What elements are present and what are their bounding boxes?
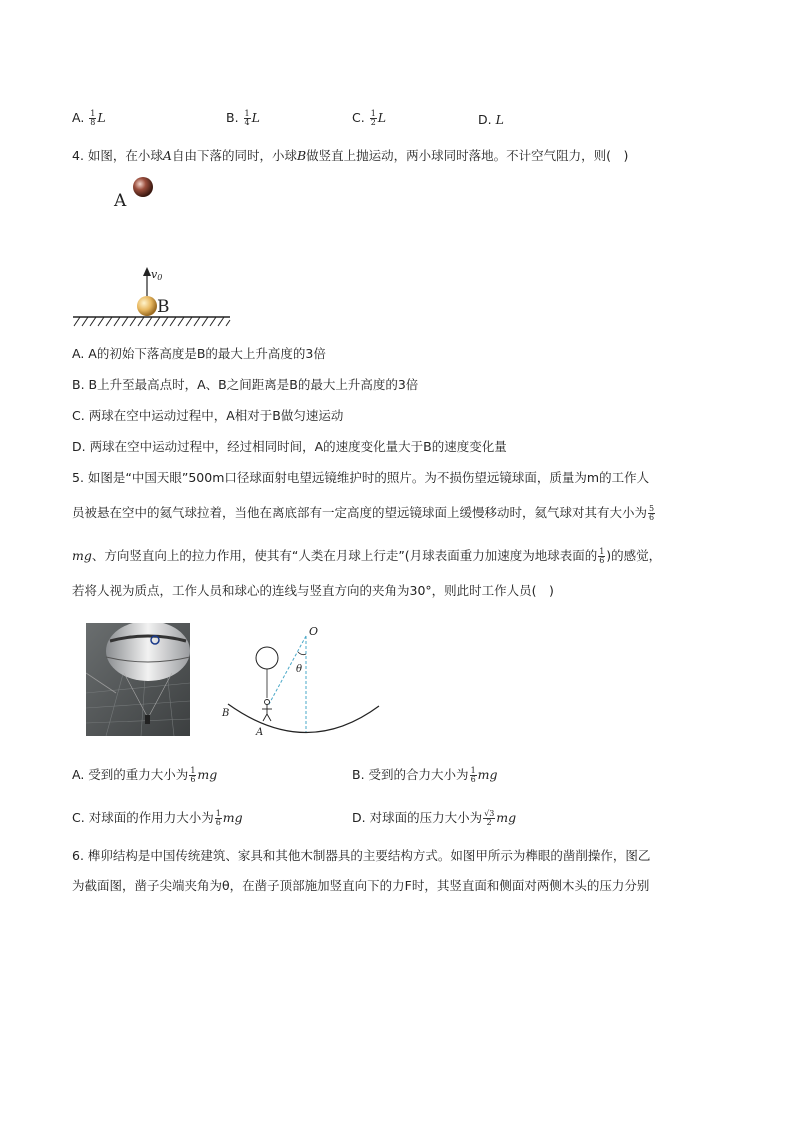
v0-label: v0 <box>151 268 163 282</box>
fast-telescope-photo <box>86 623 190 736</box>
spherical-surface <box>228 704 379 733</box>
q4-option-d: D. 两球在空中运动过程中，经过相同时间，A的速度变化量大于B的速度变化量 <box>72 439 507 454</box>
q3-option-d: D. L <box>478 112 504 127</box>
fraction: $\frac{1}{6}$ <box>190 766 196 784</box>
arrow-head-icon <box>143 267 151 276</box>
ball-b <box>137 296 157 316</box>
fraction: $\frac{5}{6}$ <box>649 504 655 522</box>
ball-a <box>133 177 153 197</box>
q5-stem-line1: 5. 如图是“中国天眼”500m口径球面射电望远镜维护时的照片。为不损伤望远镜球面，质量为m的工作人 <box>72 470 650 485</box>
q5-option-c: C. 对球面的作用力大小为 $\frac{1}{6}$ mg <box>72 809 243 827</box>
balloon-circle <box>256 647 278 669</box>
fraction: $\frac{1}{4}$ <box>244 109 250 127</box>
q4-option-c: C. 两球在空中运动过程中，A相对于B做匀速运动 <box>72 408 344 423</box>
point-a-label: A <box>256 727 264 738</box>
fraction: $\frac{√3}{2}$ <box>484 809 495 827</box>
fraction: $\frac{1}{2}$ <box>370 109 376 127</box>
q3-option-b: B. $\frac{1}{4}$ L <box>226 109 260 127</box>
point-b-label: B <box>222 708 230 719</box>
fraction: $\frac{1}{8}$ <box>90 109 96 127</box>
q5-diagram <box>218 622 384 740</box>
q5-stem-line3: mg、方向竖直向上的拉力作用，使其有“人类在月球上行走”(月球表面重力加速度为地球表面的 $\frac{1}{6}$ )的感觉， <box>72 547 662 565</box>
q6-stem-line2: 为截面图，凿子尖端夹角为θ，在凿子顶部施加竖直向下的力F时，其竖直面和侧面对两侧木头的压力分别 <box>72 878 650 893</box>
q6-stem-line1: 6. 榫卯结构是中国传统建筑、家具和其他木制器具的主要结构方式。如图甲所示为榫眼的凿削操作，图乙 <box>72 848 651 863</box>
q4-figure <box>66 170 246 330</box>
q4-option-a: A. A的初始下落高度是B的最大上升高度的3倍 <box>72 346 326 361</box>
theta-label: θ <box>296 664 303 675</box>
fraction: $\frac{1}{6}$ <box>215 809 221 827</box>
q5-option-b: B. 受到的合力大小为 $\frac{1}{6}$ mg <box>352 766 498 784</box>
q5-stem-line4: 若将人视为质点，工作人员和球心的连线与竖直方向的夹角为30°，则此时工作人员( ) <box>72 583 554 598</box>
q5-option-a: A. 受到的重力大小为 $\frac{1}{6}$ mg <box>72 766 218 784</box>
q3-option-c: C. $\frac{1}{2}$ L <box>352 109 387 127</box>
q5-stem-line2: 员被悬在空中的氦气球拉着，当他在离底部有一定高度的望远镜球面上缓慢移动时，氦气球对其有大小为 $\frac{5}{6}$ <box>72 504 655 522</box>
q4-option-b: B. B上升至最高点时，A、B之间距离是B的最大上升高度的3倍 <box>72 377 419 392</box>
q5-option-d: D. 对球面的压力大小为 $\frac{√3}{2}$ mg <box>352 809 517 827</box>
q3-option-a: A. $\frac{1}{8}$ L <box>72 109 106 127</box>
point-o-label: O <box>309 625 319 638</box>
balloon <box>106 623 190 681</box>
q4-stem: 4. 如图，在小球A自由下落的同时，小球B做竖直上抛运动，两小球同时落地。不计空气阻力，则( ) <box>72 148 629 163</box>
fraction: $\frac{1}{6}$ <box>599 547 605 565</box>
stick-figure-icon <box>262 700 272 722</box>
ball-a-label: A <box>114 191 127 211</box>
ball-b-label: B <box>157 297 170 317</box>
ground-hatch <box>74 317 230 326</box>
fraction: $\frac{1}{6}$ <box>470 766 476 784</box>
